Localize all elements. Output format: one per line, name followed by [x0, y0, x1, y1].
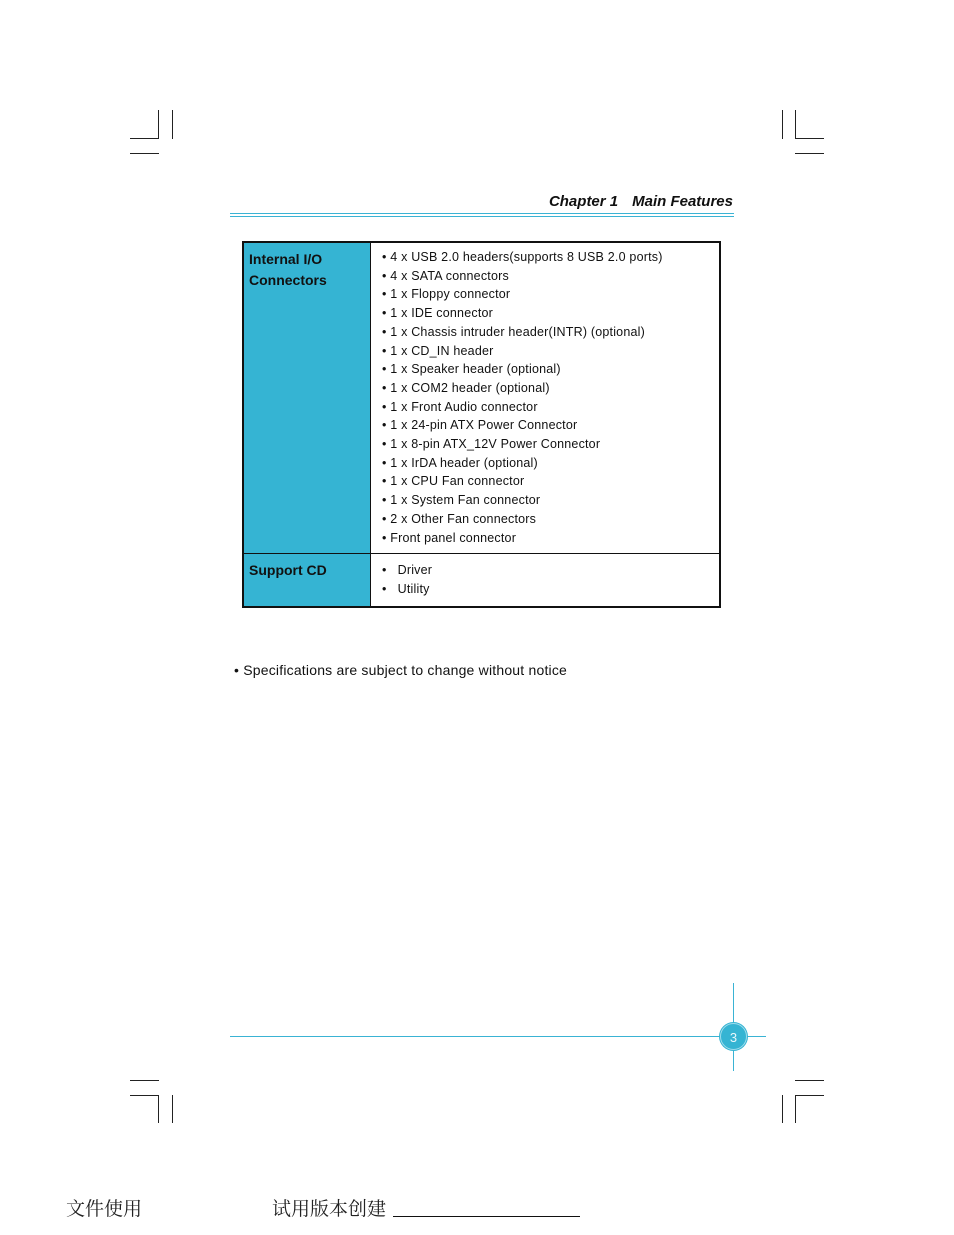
- crop-mark: [172, 110, 173, 139]
- crop-mark: [158, 1095, 159, 1123]
- list-item: • 1 x Chassis intruder header(INTR) (optional): [382, 323, 709, 342]
- spec-label: [244, 243, 371, 553]
- list-item: • 1 x Front Audio connector: [382, 398, 709, 417]
- watermark-left: 文件使用: [66, 1198, 143, 1220]
- crop-mark: [795, 153, 824, 154]
- footnote: • Specifications are subject to change without notice: [234, 662, 567, 678]
- chapter-title: Main Features: [632, 193, 733, 210]
- spec-label: [244, 554, 371, 605]
- list-item: • 4 x USB 2.0 headers(supports 8 USB 2.0 ports): [382, 248, 709, 267]
- watermark-underline: [393, 1216, 580, 1217]
- list-item: • 2 x Other Fan connectors: [382, 510, 709, 529]
- spec-item-list: [371, 243, 719, 553]
- crop-mark: [795, 1095, 824, 1096]
- page-number-badge: 3: [720, 1023, 747, 1050]
- footer-rule: [230, 1036, 766, 1037]
- chapter-header: [549, 193, 733, 210]
- crop-mark: [158, 110, 159, 139]
- crop-mark: [795, 138, 824, 139]
- list-item: • Utility: [382, 580, 709, 599]
- chapter-label: Chapter 1: [548, 193, 619, 210]
- list-item: • 1 x 8-pin ATX_12V Power Connector: [382, 435, 709, 454]
- list-item: • 1 x CD_IN header: [382, 342, 709, 361]
- spec-label-line: Internal I/O: [249, 251, 323, 267]
- spec-item-list: [371, 554, 719, 605]
- crop-mark: [782, 1095, 783, 1123]
- crop-mark: [782, 110, 783, 139]
- list-item: • 4 x SATA connectors: [382, 267, 709, 286]
- crop-mark: [172, 1095, 173, 1123]
- crop-mark: [130, 1095, 159, 1096]
- spec-label-line: Support CD: [249, 562, 327, 579]
- spec-row-support-cd: [244, 553, 719, 605]
- spec-label-line: Connectors: [249, 272, 327, 288]
- list-item: • 1 x Floppy connector: [382, 285, 709, 304]
- spec-table: [242, 241, 721, 608]
- list-item: • 1 x IrDA header (optional): [382, 454, 709, 473]
- crop-mark: [795, 110, 796, 139]
- list-item: • 1 x COM2 header (optional): [382, 379, 709, 398]
- list-item: • 1 x IDE connector: [382, 304, 709, 323]
- list-item: • 1 x Speaker header (optional): [382, 360, 709, 379]
- crop-mark: [130, 1080, 159, 1081]
- header-rule: [230, 213, 734, 214]
- list-item: • Driver: [382, 561, 709, 580]
- watermark-right: 试用版本创建: [272, 1198, 387, 1220]
- list-item: • Front panel connector: [382, 529, 709, 548]
- list-item: • 1 x System Fan connector: [382, 491, 709, 510]
- list-item: • 1 x CPU Fan connector: [382, 472, 709, 491]
- crop-mark: [795, 1095, 796, 1123]
- spec-row-internal-io: [244, 243, 719, 553]
- crop-mark: [130, 138, 159, 139]
- header-rule-secondary: [230, 216, 734, 217]
- crop-mark: [795, 1080, 824, 1081]
- crop-mark: [130, 153, 159, 154]
- list-item: • 1 x 24-pin ATX Power Connector: [382, 416, 709, 435]
